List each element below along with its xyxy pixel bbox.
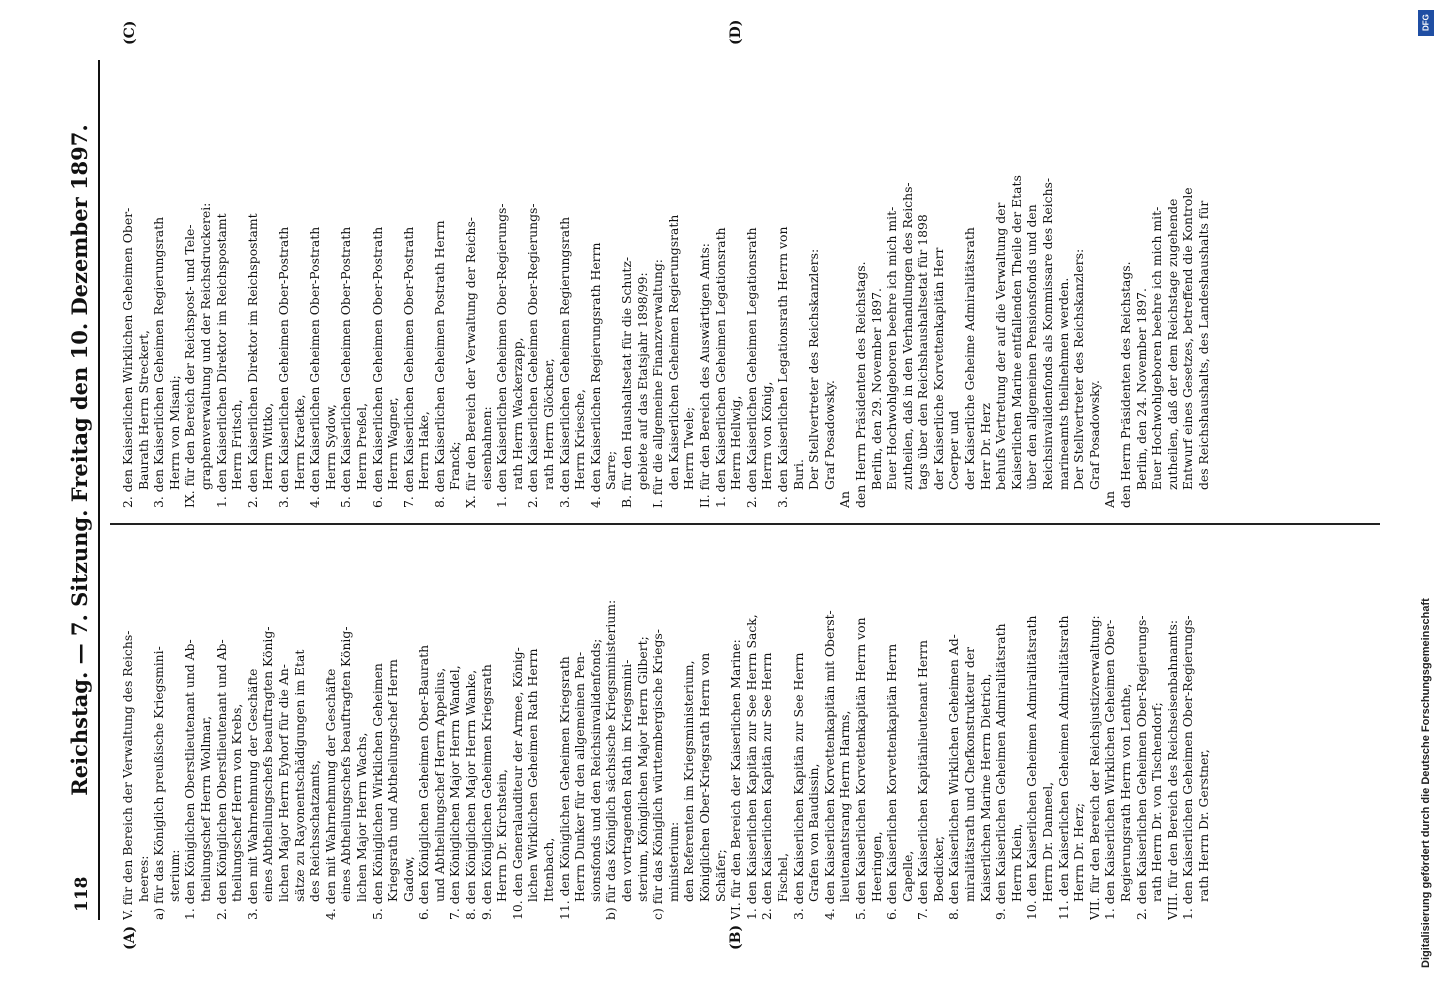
right-column-line: Entwurf eines Gesetzes, betreffend die Kontrole — [1180, 187, 1196, 490]
left-column-line: sterium: — [166, 849, 182, 902]
left-column-line: eines Abtheilungschefs beauftragten König- — [260, 626, 276, 902]
right-column-line: 2. den Kaiserlichen Wirklichen Geheimen Ober- — [120, 207, 135, 508]
left-column-line: 2. den Kaiserlichen Geheimen Ober-Regierungs- — [1133, 615, 1149, 920]
left-column-line: den vortragenden Rath im Kriegsmini- — [619, 659, 634, 902]
left-column-line: 11. den Königlichen Geheimen Kriegsrath — [556, 656, 572, 920]
left-column-line: VIII. für den Bereich des Reichseisenbahnamts: — [1164, 620, 1180, 920]
right-column-line: zutheilen, daß der dem Reichstage zugehende — [1164, 198, 1180, 490]
left-column-line: miralitätsrath und Chefkonstrukteur der — [962, 646, 978, 902]
right-column-line: eisenbahnen: — [478, 406, 494, 490]
right-column-line: Coerper und — [946, 410, 962, 490]
right-column-line: An — [1102, 491, 1118, 508]
left-column-line: Capelle, — [899, 850, 915, 902]
right-column-line: graphenverwaltung und der Reichsdruckerei: — [197, 202, 213, 490]
left-column-line: Kriegsrath und Abtheilungschef Herrn — [385, 659, 401, 902]
left-column-line: 1. den Kaiserlichen Kapitän zur See Herrn Sack, — [743, 614, 759, 920]
right-column-line: Herrn von Misani; — [166, 375, 182, 490]
right-column-line: 8. den Kaiserlichen Geheimen Postrath Herrn — [431, 220, 447, 508]
left-column — [120, 528, 1212, 920]
right-column-line: Herrn Fritsch, — [229, 399, 245, 490]
left-column-line: 8. den Kaiserlichen Wirklichen Geheimen Ad- — [946, 634, 962, 920]
right-column-line: Franck; — [447, 441, 463, 490]
left-column-line: Herrn Klein, — [1008, 823, 1024, 902]
left-column-line: 10. den Generalauditeur der Armee, König- — [509, 647, 525, 920]
right-column-line: 3. den Kaiserlichen Geheimen Regierungsrath — [556, 216, 572, 508]
right-column-line: Herrn Preßel, — [353, 402, 369, 490]
left-column-line: lichen Major Herrn Wachs, — [353, 732, 369, 902]
left-column-line: 5. den Kaiserlichen Korvettenkapitän Herrn von — [852, 617, 868, 920]
margin-mark-a: (A) — [122, 925, 138, 950]
left-column-line: sätze zu Rayonentschädigungen im Etat — [291, 649, 307, 902]
left-column-line: lieutenantsrang Herrn Harms, — [837, 710, 853, 902]
left-column-line: Herrn Dr. Kirchstein, — [494, 769, 510, 902]
left-column-line: VI. für den Bereich der Kaiserlichen Marine: — [728, 639, 744, 920]
right-column-line: 7. den Kaiserlichen Geheimen Ober-Postrath — [400, 226, 416, 508]
right-column-line: X. für den Bereich der Verwaltung der Reichs- — [463, 217, 479, 508]
left-column-line: Boedicker, — [930, 835, 946, 902]
left-column-line: 9. den Kaiserlichen Geheimen Admiralitätsrath — [993, 623, 1009, 920]
left-column-line: 7. den Kaiserlichen Kapitänlieutenant Herrn — [915, 640, 931, 920]
left-column-line: V. für den Bereich der Verwaltung des Reichs- — [120, 630, 135, 920]
left-column-line: a) für das Königlich preußische Kriegsmini- — [151, 646, 167, 920]
left-column-line: ministerium: — [665, 821, 681, 902]
right-column-line: Herrn Twele; — [681, 406, 697, 490]
left-column-line: lichen Major Herrn Eyhorf für die An- — [275, 664, 291, 902]
left-column-line: Ittenbach, — [541, 837, 557, 902]
left-column-line: 1. den Königlichen Oberstlieutenant und Ab- — [182, 639, 198, 920]
right-column-line: rath Herrn Glöckner, — [541, 358, 557, 490]
left-column-line: 11. den Kaiserlichen Geheimen Admiralitätsrath — [1055, 615, 1071, 920]
left-column-line: heeres: — [135, 855, 151, 902]
right-column-line: Herr Dr. Herz — [977, 403, 993, 490]
right-column-line: B. für den Haushaltsetat für die Schutz- — [619, 256, 634, 508]
right-column-line: behufs Vertretung der auf die Verwaltung der — [993, 202, 1009, 490]
left-column-line: 10. den Kaiserlichen Geheimen Admiralitätsrath — [1024, 615, 1040, 920]
left-column-line: c) für das Königlich württembergische Kriegs- — [650, 629, 666, 920]
right-column-line: Herrn von König, — [759, 381, 775, 490]
left-column-line: sterium, Königlichen Major Herrn Gilbert; — [634, 636, 650, 902]
right-column-line: II. für den Bereich des Auswärtigen Amts: — [696, 243, 712, 508]
right-column-line: Euer Hochwohlgeboren beehre ich mich mit- — [1149, 206, 1165, 490]
right-column-line: Herrn Wagner, — [385, 397, 401, 490]
left-column-line: 8. den Königlichen Major Herrn Wanke, — [463, 669, 479, 920]
right-column-line: Reichsinvalidenfonds als Kommissare des Reichs- — [1040, 177, 1056, 490]
right-column-line: I. für die allgemeine Finanzverwaltung: — [650, 259, 666, 508]
right-column-line: Herrn Sydow, — [322, 404, 338, 490]
left-column-line: 4. den Kaiserlichen Korvettenkapitän mit Oberst- — [821, 610, 837, 920]
right-column-line: Graf Posadowsky. — [821, 380, 837, 490]
left-column-line: 6. den Kaiserlichen Korvettenkapitän Herrn — [884, 643, 900, 920]
right-column-line: Herrn Hake, — [416, 411, 432, 490]
left-column-line: VII. für den Bereich der Reichsjustizverwaltung: — [1086, 615, 1102, 920]
left-column-line: Herrn Dr. Danneel, — [1040, 781, 1056, 902]
left-column-line: b) für das Königlich sächsische Kriegsministerium: — [603, 599, 619, 920]
left-column-line: Königlichen Ober-Kriegsrath Herrn von — [696, 652, 712, 902]
right-column-line: 4. den Kaiserlichen Geheimen Ober-Postrath — [307, 226, 323, 508]
right-column — [120, 116, 1212, 508]
right-column-line: 3. den Kaiserlichen Geheimen Regierungsrath — [151, 216, 167, 508]
left-column-line: eines Abtheilungschefs beauftragten König- — [338, 626, 354, 902]
right-column-line: An — [837, 491, 853, 508]
left-column-line: des Reichsschatzamts, — [307, 759, 323, 902]
left-column-line: theilungschef Herrn von Krebs, — [229, 703, 245, 902]
right-column-line: Sarre; — [603, 450, 619, 490]
left-column-line: 4. den mit Wahrnehmung der Geschäfte — [322, 668, 338, 920]
right-column-line: der Kaiserliche Geheime Admiralitätsrath — [962, 227, 978, 490]
right-column-line: der Kaiserliche Korvettenkapitän Herr — [930, 247, 946, 490]
right-column-line: 1. den Kaiserlichen Geheimen Ober-Regierungs- — [494, 203, 510, 508]
dfg-sidebar — [1416, 8, 1434, 988]
right-column-line: Berlin, den 29. November 1897. — [868, 288, 884, 490]
right-column-line: 6. den Kaiserlichen Geheimen Ober-Postrath — [369, 226, 385, 508]
left-column-line: rath Herrn Dr. von Tischendorf; — [1149, 702, 1165, 902]
right-column-line: 2. den Kaiserlichen Geheimen Ober-Regierungs- — [525, 203, 541, 508]
left-column-line: 2. den Kaiserlichen Kapitän zur See Herrn — [759, 652, 775, 920]
left-column-line: rath Herrn Dr. Gerstner, — [1195, 749, 1211, 902]
right-column-line: Euer Hochwohlgeboren beehre ich mich mit- — [884, 206, 900, 490]
left-column-line: Herrn Dr. Herz; — [1071, 802, 1087, 902]
right-column-line: Graf Posadowsky. — [1086, 380, 1102, 490]
left-column-line: 1. den Kaiserlichen Geheimen Ober-Regierungs- — [1180, 615, 1196, 920]
right-column-line: Herrn Kriesche, — [572, 389, 588, 490]
right-column-line: des Reichshaushalts, des Landeshaushalts für — [1195, 200, 1211, 490]
left-column-line: sionsfonds und den Reichsinvalidenfonds; — [587, 638, 603, 902]
left-column-line: 5. den Königlichen Wirklichen Geheimen — [369, 663, 385, 920]
page-number: 118 — [72, 876, 92, 912]
left-column-line: 6. den Königlichen Geheimen Ober-Baurath — [416, 644, 432, 920]
left-column-line: Gadow, — [400, 856, 416, 902]
right-column-line: Buri. — [790, 459, 806, 490]
left-column-line: 3. den Kaiserlichen Kapitän zur See Herrn — [790, 652, 806, 920]
right-column-line: 2. den Kaiserlichen Geheimen Legationsrath — [743, 227, 759, 508]
left-column-line: Herrn Dunker für den allgemeinen Pen- — [572, 651, 588, 902]
left-column-line: theilungschef Herrn Wollmar, — [197, 715, 213, 902]
margin-mark-c: (C) — [122, 20, 138, 45]
margin-mark-d: (D) — [728, 19, 744, 45]
right-column-line: 4. den Kaiserlichen Regierungsrath Herrn — [587, 242, 603, 508]
margin-mark-b: (B) — [728, 924, 744, 950]
right-column-line: zutheilen, daß in den Verhandlungen des Reichs- — [899, 182, 915, 490]
left-column-line: Regierungsrath Herrn von Lenthe, — [1118, 683, 1133, 902]
right-column-line: 3. den Kaiserlichen Legationsrath Herrn von — [774, 226, 790, 508]
left-column-line: 2. den Königlichen Oberstlieutenant und Ab- — [213, 639, 229, 920]
running-title: Reichstag. — 7. Sitzung. Freitag den 10. Dezember 1897. — [67, 124, 92, 796]
right-column-line: 2. den Kaiserlichen Direktor im Reichspostamt — [244, 213, 260, 508]
left-column-line: 9. den Königlichen Geheimen Kriegsrath — [478, 664, 494, 920]
column-divider — [110, 523, 1380, 525]
right-column-line: Herrn Wittko, — [260, 402, 276, 490]
right-column-line: Herrn Kraetke, — [291, 394, 307, 490]
right-column-line: Baurath Herrn Streckert, — [135, 330, 151, 490]
left-column-line: lichen Wirklichen Geheimen Rath Herrn — [525, 648, 541, 902]
dfg-logo: DFG — [1418, 10, 1434, 36]
right-column-line: Der Stellvertreter des Reichskanzlers: — [1071, 248, 1087, 490]
right-column-line: 1. den Kaiserlichen Direktor im Reichspostamt — [213, 213, 229, 508]
left-column-line: den Referenten im Kriegsministerium, — [681, 660, 697, 902]
left-column-line: Kaiserlichen Marine Herrn Dietrich, — [977, 673, 993, 902]
right-column-line: den Herrn Präsidenten des Reichstags. — [1118, 261, 1133, 508]
left-column-line: Grafen von Baudissin, — [806, 763, 822, 902]
left-column-line: Schäfer; — [712, 849, 728, 902]
right-column-line: rath Herrn Wackerzapp, — [509, 337, 525, 490]
right-column-line: den Kaiserlichen Geheimen Regierungsrath — [665, 214, 681, 490]
right-column-line: Der Stellvertreter des Reichskanzlers: — [806, 248, 822, 490]
left-column-line: 1. den Kaiserlichen Wirklichen Geheimen Ober- — [1102, 619, 1118, 920]
left-column-line: 7. den Königlichen Major Herrn Wandel, — [447, 665, 463, 920]
right-column-line: tags über den Reichshaushaltsetat für 1898 — [915, 214, 931, 490]
right-column-line: 5. den Kaiserlichen Geheimen Ober-Postrath — [338, 226, 354, 508]
right-column-line: über den allgemeinen Pensionsfonds und den — [1024, 204, 1040, 490]
right-column-line: Kaiserlichen Marine entfallenden Theile der Etats — [1008, 175, 1024, 490]
right-column-line: 3. den Kaiserlichen Geheimen Ober-Postrath — [275, 226, 291, 508]
right-column-line: IX. für den Bereich der Reichspost- und Tele- — [182, 224, 198, 508]
right-column-line: 1. den Kaiserlichen Geheimen Legationsrath — [712, 227, 728, 508]
right-column-line: marineamts theilnehmen werden. — [1055, 277, 1071, 490]
dfg-notice: Digitalisierung gefördert durch die Deutsche Forschungsgemeinschaft — [1420, 598, 1432, 968]
page-header — [38, 60, 100, 920]
right-column-line: Herrn Hellwig, — [728, 395, 744, 490]
right-column-line: Berlin, den 24. November 1897. — [1133, 288, 1149, 490]
left-column-line: 3. den mit Wahrnehmung der Geschäfte — [244, 668, 260, 920]
left-column-line: und Abtheilungschef Herrn Appelius, — [431, 667, 447, 902]
right-column-line: den Herrn Präsidenten des Reichstags. — [852, 261, 868, 508]
left-column-line: Fischel, — [774, 852, 790, 902]
right-column-line: gebiete auf das Etatsjahr 1898/99: — [634, 272, 650, 490]
left-column-line: Heeringen, — [868, 831, 884, 902]
